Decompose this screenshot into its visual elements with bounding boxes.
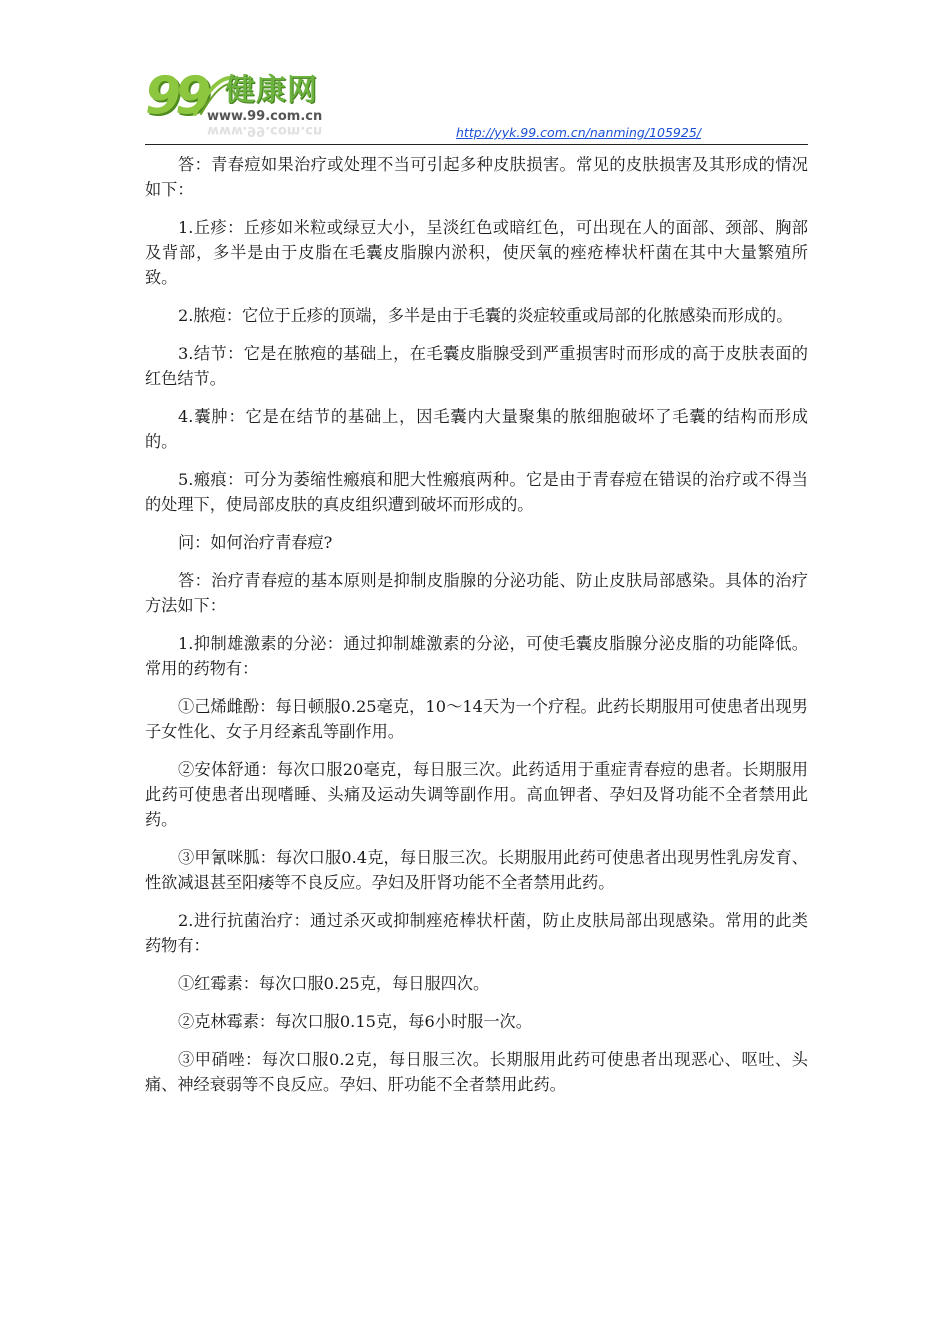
paragraph: ③甲氰咪胍：每次口服0.4克，每日服三次。长期服用此药可使患者出现男性乳房发育、性欲减退甚至阳痿等不良反应。孕妇及肝肾功能不全者禁用此药。 [145,848,808,892]
paragraph: ③甲硝唑：每次口服0.2克，每日服三次。长期服用此药可使患者出现恶心、呕吐、头痛、神经衰弱等不良反应。孕妇、肝功能不全者禁用此药。 [145,1050,808,1094]
paragraph: 1.丘疹：丘疹如米粒或绿豆大小，呈淡红色或暗红色，可出现在人的面部、颈部、胸部及背部，多半是由于皮脂在毛囊皮脂腺内淤积，使厌氧的痤疮棒状杆菌在其中大量繁殖所致。 [145,218,808,287]
logo-url: www.99.com.cn [207,109,323,124]
paragraph: ①己烯雌酚：每日顿服0.25毫克，10～14天为一个疗程。此药长期服用可使患者出现男子女性化、女子月经紊乱等副作用。 [145,697,808,741]
paragraph: 1.抑制雄激素的分泌：通过抑制雄激素的分泌，可使毛囊皮脂腺分泌皮脂的功能降低。常用的药物有： [145,634,808,678]
site-logo[interactable] [145,66,375,144]
paragraph: 5.瘢痕：可分为萎缩性瘢痕和肥大性瘢痕两种。它是由于青春痘在错误的治疗或不得当的处理下，使局部皮肤的真皮组织遭到破坏而形成的。 [145,470,808,514]
paragraph: ②克林霉素：每次口服0.15克，每6小时服一次。 [178,1012,532,1031]
logo-url-reflection: www.99.com.cn [207,123,323,138]
paragraph: 3.结节：它是在脓疱的基础上，在毛囊皮脂腺受到严重损害时而形成的高于皮肤表面的红色结节。 [145,344,808,388]
logo-digits: 99 [145,66,206,126]
paragraph: 2.进行抗菌治疗：通过杀灭或抑制痤疮棒状杆菌，防止皮肤局部出现感染。常用的此类药物有： [145,911,808,955]
header-divider [145,144,808,145]
logo-site-name: 健康网 [225,73,318,108]
paragraph: ①红霉素：每次口服0.25克，每日服四次。 [178,974,490,993]
paragraph: 2.脓疱：它位于丘疹的顶端，多半是由于毛囊的炎症较重或局部的化脓感染而形成的。 [178,306,793,325]
paragraph: ②安体舒通：每次口服20毫克，每日服三次。此药适用于重症青春痘的患者。长期服用此药可使患者出现嗜睡、头痛及运动失调等副作用。高血钾者、孕妇及肾功能不全者禁用此药。 [145,760,808,829]
question-heading: 问：如何治疗青春痘? [178,533,333,552]
paragraph: 4.囊肿：它是在结节的基础上，因毛囊内大量聚集的脓细胞破坏了毛囊的结构而形成的。 [145,407,808,451]
source-url-link[interactable]: http://yyk.99.com.cn/nanming/105925/ [456,125,702,140]
page-header [145,66,808,152]
paragraph: 答：治疗青春痘的基本原则是抑制皮脂腺的分泌功能、防止皮肤局部感染。具体的治疗方法如下： [145,571,808,615]
article-body [145,152,808,1110]
paragraph: 答：青春痘如果治疗或处理不当可引起多种皮肤损害。常见的皮肤损害及其形成的情况如下： [145,155,808,199]
